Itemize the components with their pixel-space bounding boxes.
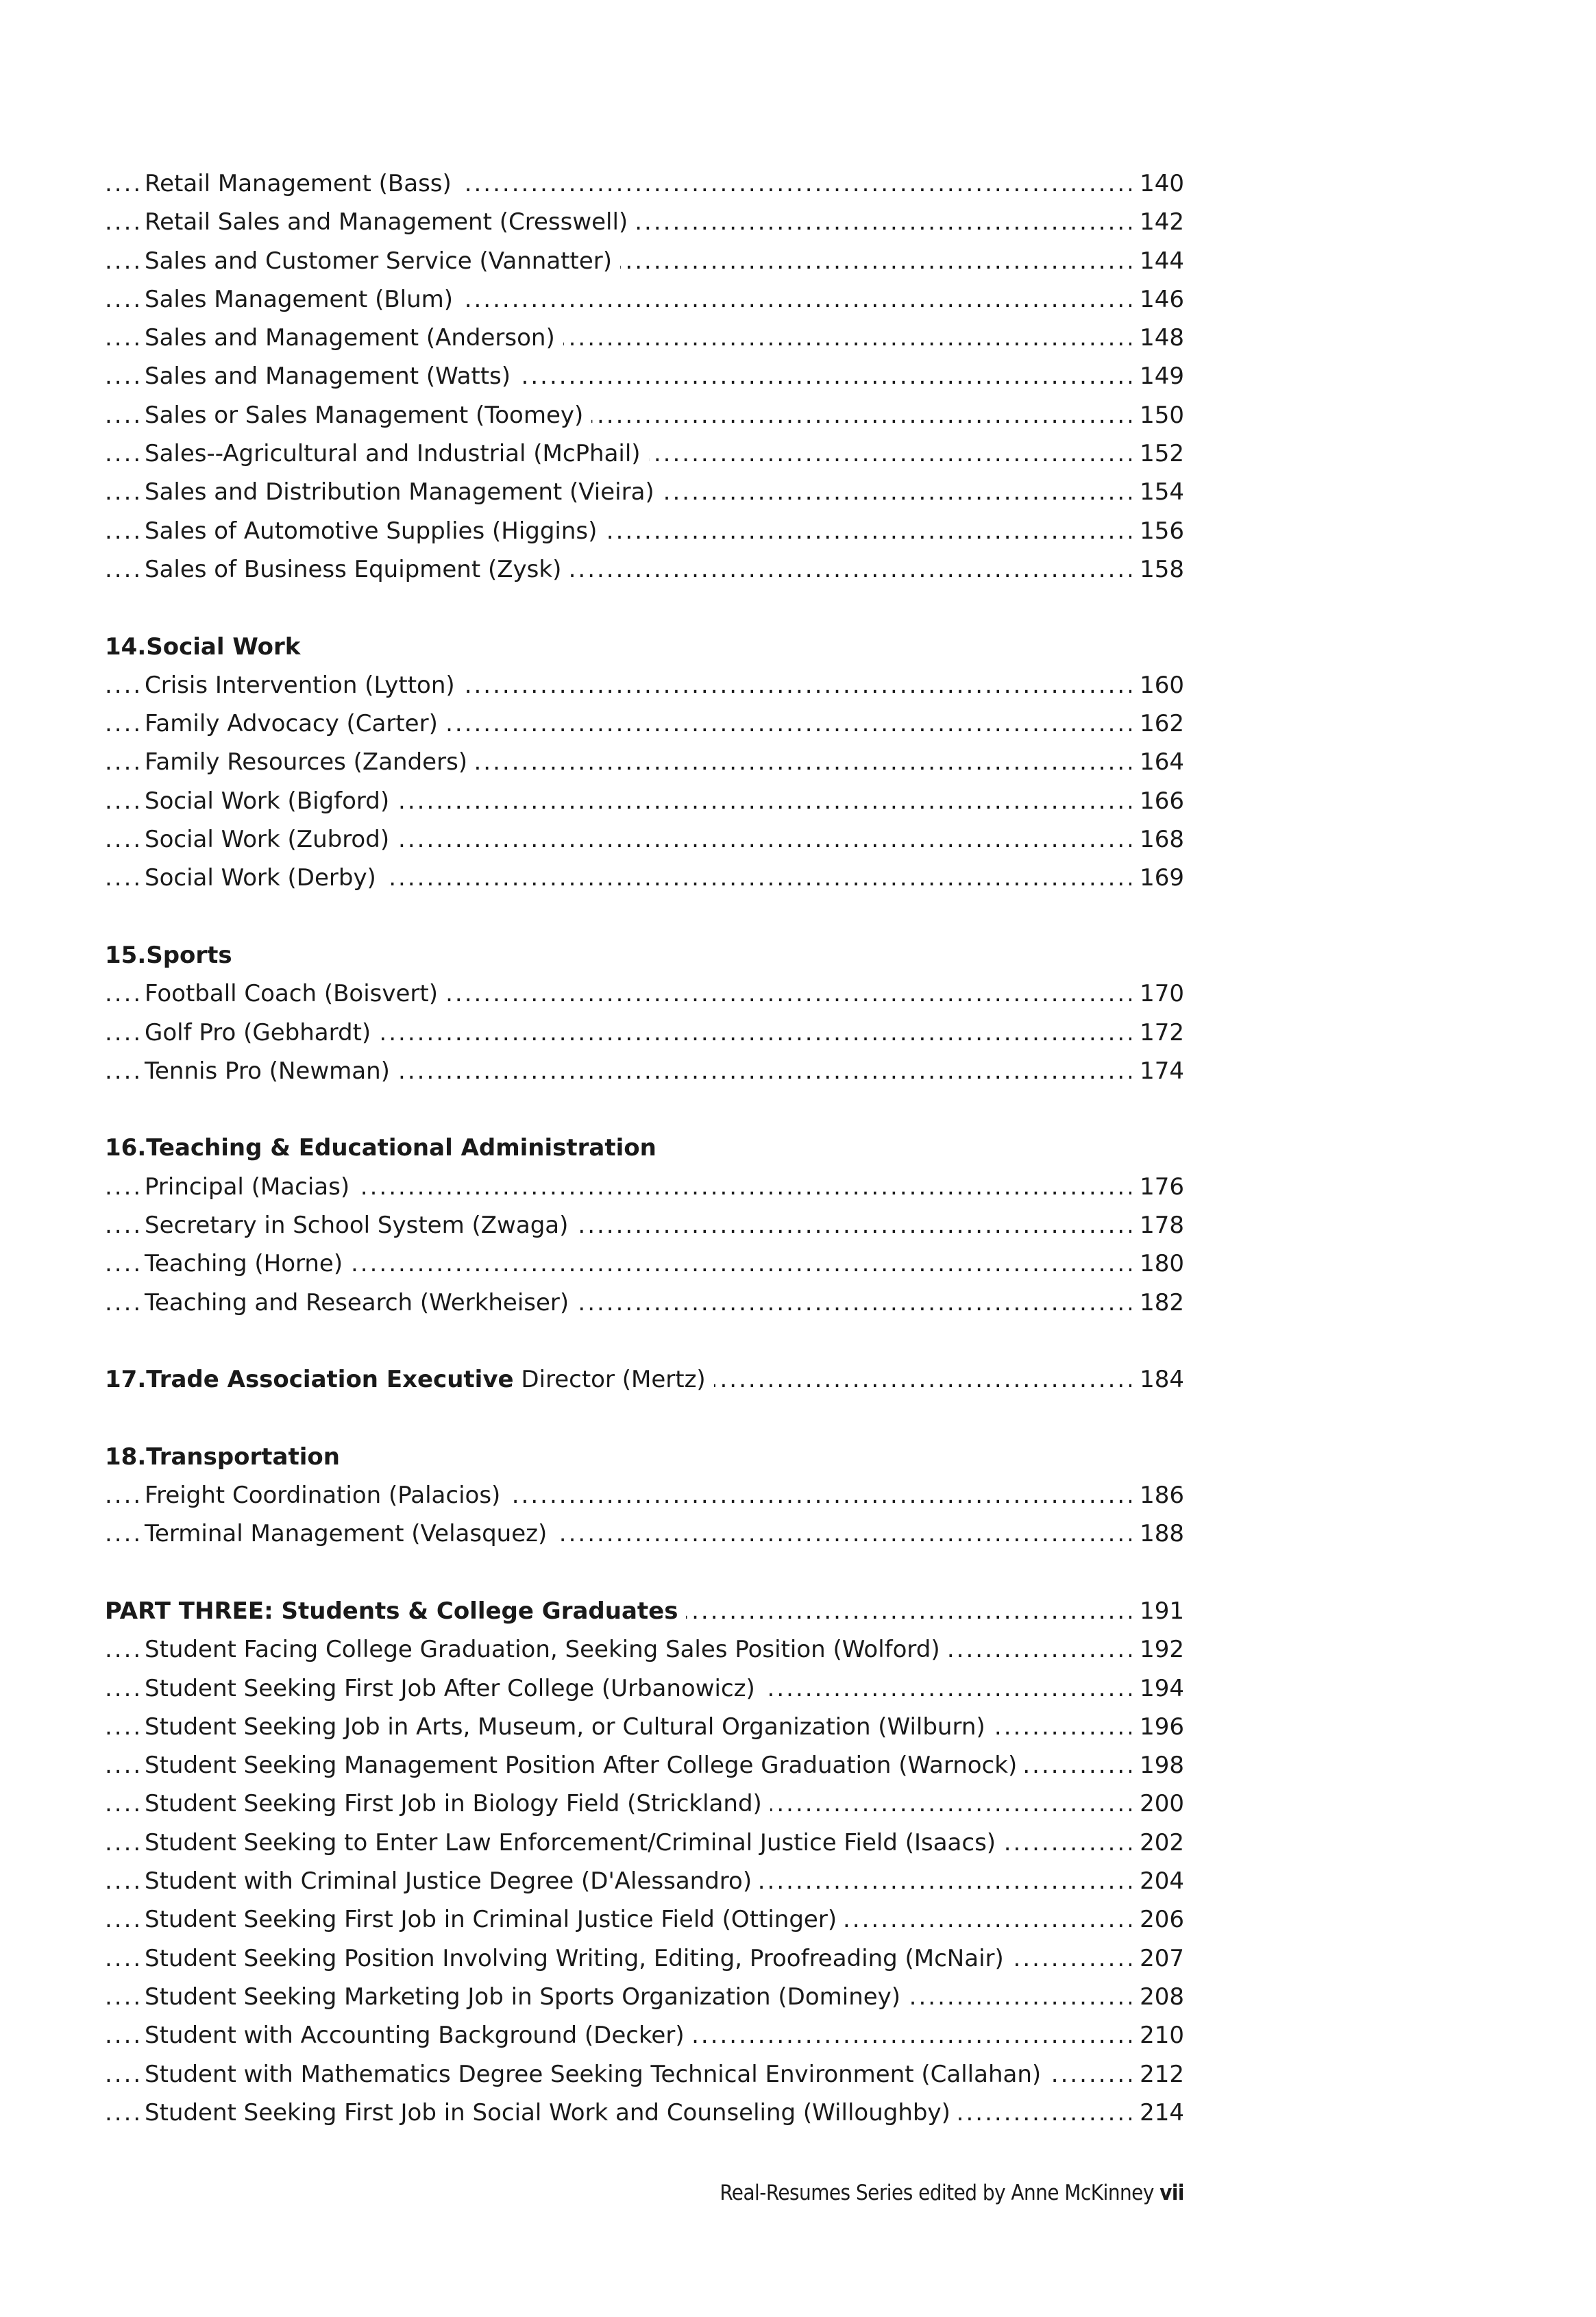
entry-title: [105, 1597, 686, 1625]
entry-title: Football Coach (Boisvert): [145, 980, 446, 1007]
entry-page-number: 176: [1131, 1168, 1184, 1206]
section-heading: 14.Social Work: [105, 633, 301, 661]
entry-title: Tennis Pro (Newman): [145, 1057, 398, 1085]
toc-entry[interactable]: [105, 512, 1184, 550]
toc-entry[interactable]: [105, 666, 1184, 704]
toc-entry[interactable]: [105, 1900, 1184, 1939]
entry-page-number: 142: [1131, 203, 1184, 241]
entry-page-number: 162: [1131, 704, 1184, 743]
entry-title: [105, 1366, 714, 1393]
entry-title: Terminal Management (Velasquez): [145, 1520, 555, 1547]
entry-page-number: 149: [1131, 357, 1184, 395]
entry-title: Student Seeking First Job After College (Urbanowicz): [145, 1675, 763, 1702]
entry-title: Social Work (Bigford): [145, 787, 397, 815]
table-of-contents: [105, 164, 1184, 2132]
part-heading: PART THREE: Students & College Graduates: [105, 1597, 678, 1625]
entry-page-number: 148: [1131, 319, 1184, 357]
entry-title: Student Seeking Marketing Job in Sports Organization (Dominey): [145, 1983, 909, 2011]
entry-title: Crisis Intervention (Lytton): [145, 672, 463, 699]
entry-page-number: 192: [1131, 1630, 1184, 1669]
entry-title: Student Seeking Position Involving Writing, Editing, Proofreading (McNair): [145, 1945, 1012, 1972]
entry-page-number: 172: [1131, 1014, 1184, 1052]
entry-page-number: 166: [1131, 782, 1184, 820]
entry-page-number: 144: [1131, 242, 1184, 280]
toc-entry[interactable]: [105, 357, 1184, 395]
entry-page-number: 164: [1131, 743, 1184, 781]
entry-title: Secretary in School System (Zwaga): [145, 1212, 576, 1239]
toc-entry[interactable]: [105, 396, 1184, 434]
toc-entry[interactable]: [105, 242, 1184, 280]
toc-entry[interactable]: [105, 550, 1184, 589]
toc-entry[interactable]: [105, 1206, 1184, 1245]
toc-entry[interactable]: [105, 2094, 1184, 2132]
entry-page-number: 160: [1131, 666, 1184, 704]
entry-page-number: 154: [1131, 473, 1184, 511]
entry-title: Freight Coordination (Palacios): [145, 1482, 508, 1509]
entry-title: Sales and Management (Watts): [145, 363, 519, 390]
toc-entry[interactable]: [105, 1476, 1184, 1515]
entry-title: Sales Management (Blum): [145, 286, 461, 313]
entry-page-number: 180: [1131, 1245, 1184, 1283]
entry-title: Social Work (Derby): [145, 864, 384, 892]
entry-title: Student with Accounting Background (Decker): [145, 2022, 693, 2049]
entry-title: Student Facing College Graduation, Seeking Sales Position (Wolford): [145, 1636, 948, 1663]
entry-title: Student Seeking First Job in Social Work and Counseling (Willoughby): [145, 2099, 959, 2126]
section-heading: 16.Teaching & Educational Administration: [105, 1134, 656, 1162]
entry-page-number: 158: [1131, 550, 1184, 589]
footer-text: Real-Resumes Series edited by Anne McKinney: [720, 2181, 1154, 2205]
entry-title: Principal (Macias): [145, 1173, 358, 1201]
entry-page-number: 196: [1131, 1708, 1184, 1746]
entry-page-number: 194: [1131, 1669, 1184, 1708]
entry-page-number: 198: [1131, 1746, 1184, 1785]
entry-page-number: 186: [1131, 1476, 1184, 1515]
entry-title: Sales or Sales Management (Toomey): [145, 402, 591, 429]
entry-page-number: 169: [1131, 859, 1184, 897]
toc-entry[interactable]: [105, 1708, 1184, 1746]
toc-entry[interactable]: [105, 319, 1184, 357]
footer-page-number: vii: [1159, 2181, 1184, 2205]
entry-page-number: 174: [1131, 1052, 1184, 1090]
entry-title: Student Seeking Management Position After College Graduation (Warnock): [145, 1752, 1025, 1779]
entry-page-number: 140: [1131, 164, 1184, 203]
toc-entry[interactable]: [105, 1052, 1184, 1090]
entry-page-number: 146: [1131, 280, 1184, 319]
entry-title: Student Seeking First Job in Biology Field (Strickland): [145, 1790, 770, 1817]
entry-page-number: 206: [1131, 1900, 1184, 1939]
entry-title: Student with Criminal Justice Degree (D'Alessandro): [145, 1867, 760, 1895]
entry-page-number: 202: [1131, 1824, 1184, 1862]
entry-title: Student Seeking to Enter Law Enforcement/Criminal Justice Field (Isaacs): [145, 1829, 1004, 1856]
toc-entry[interactable]: [105, 473, 1184, 511]
entry-title: Teaching and Research (Werkheiser): [145, 1289, 577, 1316]
entry-page-number: 210: [1131, 2016, 1184, 2055]
toc-entry[interactable]: [105, 2055, 1184, 2094]
part-heading-entry[interactable]: [105, 1592, 1184, 1630]
section-heading: 15.Sports: [105, 941, 232, 969]
entry-title: Sales--Agricultural and Industrial (McPhail): [145, 440, 649, 467]
page-footer: [720, 2181, 1184, 2205]
entry-page-number: 170: [1131, 974, 1184, 1013]
toc-entry[interactable]: [105, 1862, 1184, 1900]
entry-page-number: 204: [1131, 1862, 1184, 1900]
entry-page-number: 207: [1131, 1939, 1184, 1978]
toc-entry[interactable]: [105, 280, 1184, 319]
toc-entry[interactable]: [105, 2016, 1184, 2055]
toc-entry[interactable]: [105, 164, 1184, 203]
toc-entry[interactable]: [105, 1630, 1184, 1669]
section-heading: 17.Trade Association Executive: [105, 1366, 514, 1394]
toc-entry[interactable]: [105, 1168, 1184, 1206]
entry-title: Retail Management (Bass): [145, 170, 460, 197]
entry-title: Sales and Customer Service (Vannatter): [145, 247, 620, 275]
entry-title: Sales of Business Equipment (Zysk): [145, 556, 569, 583]
section-heading: 18.Transportation: [105, 1443, 340, 1471]
entry-title: Social Work (Zubrod): [145, 826, 397, 853]
toc-entry[interactable]: [105, 1284, 1184, 1322]
entry-title: Golf Pro (Gebhardt): [145, 1019, 379, 1046]
entry-title: Retail Sales and Management (Cresswell): [145, 208, 636, 236]
toc-entry[interactable]: [105, 974, 1184, 1013]
entry-page-number: 214: [1131, 2094, 1184, 2132]
toc-entry[interactable]: [105, 782, 1184, 820]
entry-page-number: 208: [1131, 1978, 1184, 2016]
entry-title: Student Seeking First Job in Criminal Justice Field (Ottinger): [145, 1906, 845, 1933]
entry-title: Sales and Distribution Management (Vieira): [145, 478, 663, 506]
entry-page-number: 188: [1131, 1515, 1184, 1553]
entry-page-number: 156: [1131, 512, 1184, 550]
entry-page-number: 178: [1131, 1206, 1184, 1245]
toc-entry[interactable]: [105, 1014, 1184, 1052]
entry-page-number: 152: [1131, 434, 1184, 473]
entry-page-number: 212: [1131, 2055, 1184, 2094]
entry-page-number: 191: [1131, 1592, 1184, 1630]
entry-title: Student with Mathematics Degree Seeking Technical Environment (Callahan): [145, 2061, 1049, 2088]
toc-entry[interactable]: [105, 434, 1184, 473]
entry-title: Family Resources (Zanders): [145, 748, 476, 776]
toc-entry[interactable]: [105, 1939, 1184, 1978]
entry-title: Teaching (Horne): [145, 1250, 351, 1277]
toc-entry[interactable]: [105, 1785, 1184, 1823]
entry-page-number: 200: [1131, 1785, 1184, 1823]
toc-entry[interactable]: [105, 203, 1184, 241]
entry-title: Sales and Management (Anderson): [145, 324, 563, 352]
toc-entry[interactable]: [105, 704, 1184, 743]
entry-page-number: 182: [1131, 1284, 1184, 1322]
toc-entry[interactable]: [105, 1746, 1184, 1785]
toc-entry[interactable]: [105, 859, 1184, 897]
entry-title: Sales of Automotive Supplies (Higgins): [145, 517, 605, 545]
toc-entry[interactable]: [105, 743, 1184, 781]
entry-page-number: 150: [1131, 396, 1184, 434]
entry-page-number: 168: [1131, 820, 1184, 859]
toc-entry[interactable]: [105, 1515, 1184, 1553]
toc-entry[interactable]: [105, 1669, 1184, 1708]
entry-title: Student Seeking Job in Arts, Museum, or Cultural Organization (Wilburn): [145, 1713, 994, 1741]
toc-entry[interactable]: [105, 820, 1184, 859]
toc-entry[interactable]: [105, 1978, 1184, 2016]
entry-page-number: 184: [1131, 1360, 1184, 1399]
toc-entry[interactable]: [105, 1245, 1184, 1283]
toc-entry[interactable]: [105, 1360, 1184, 1399]
entry-title-text: Director (Mertz): [513, 1366, 706, 1394]
entry-title: Family Advocacy (Carter): [145, 710, 446, 737]
toc-entry[interactable]: [105, 1824, 1184, 1862]
